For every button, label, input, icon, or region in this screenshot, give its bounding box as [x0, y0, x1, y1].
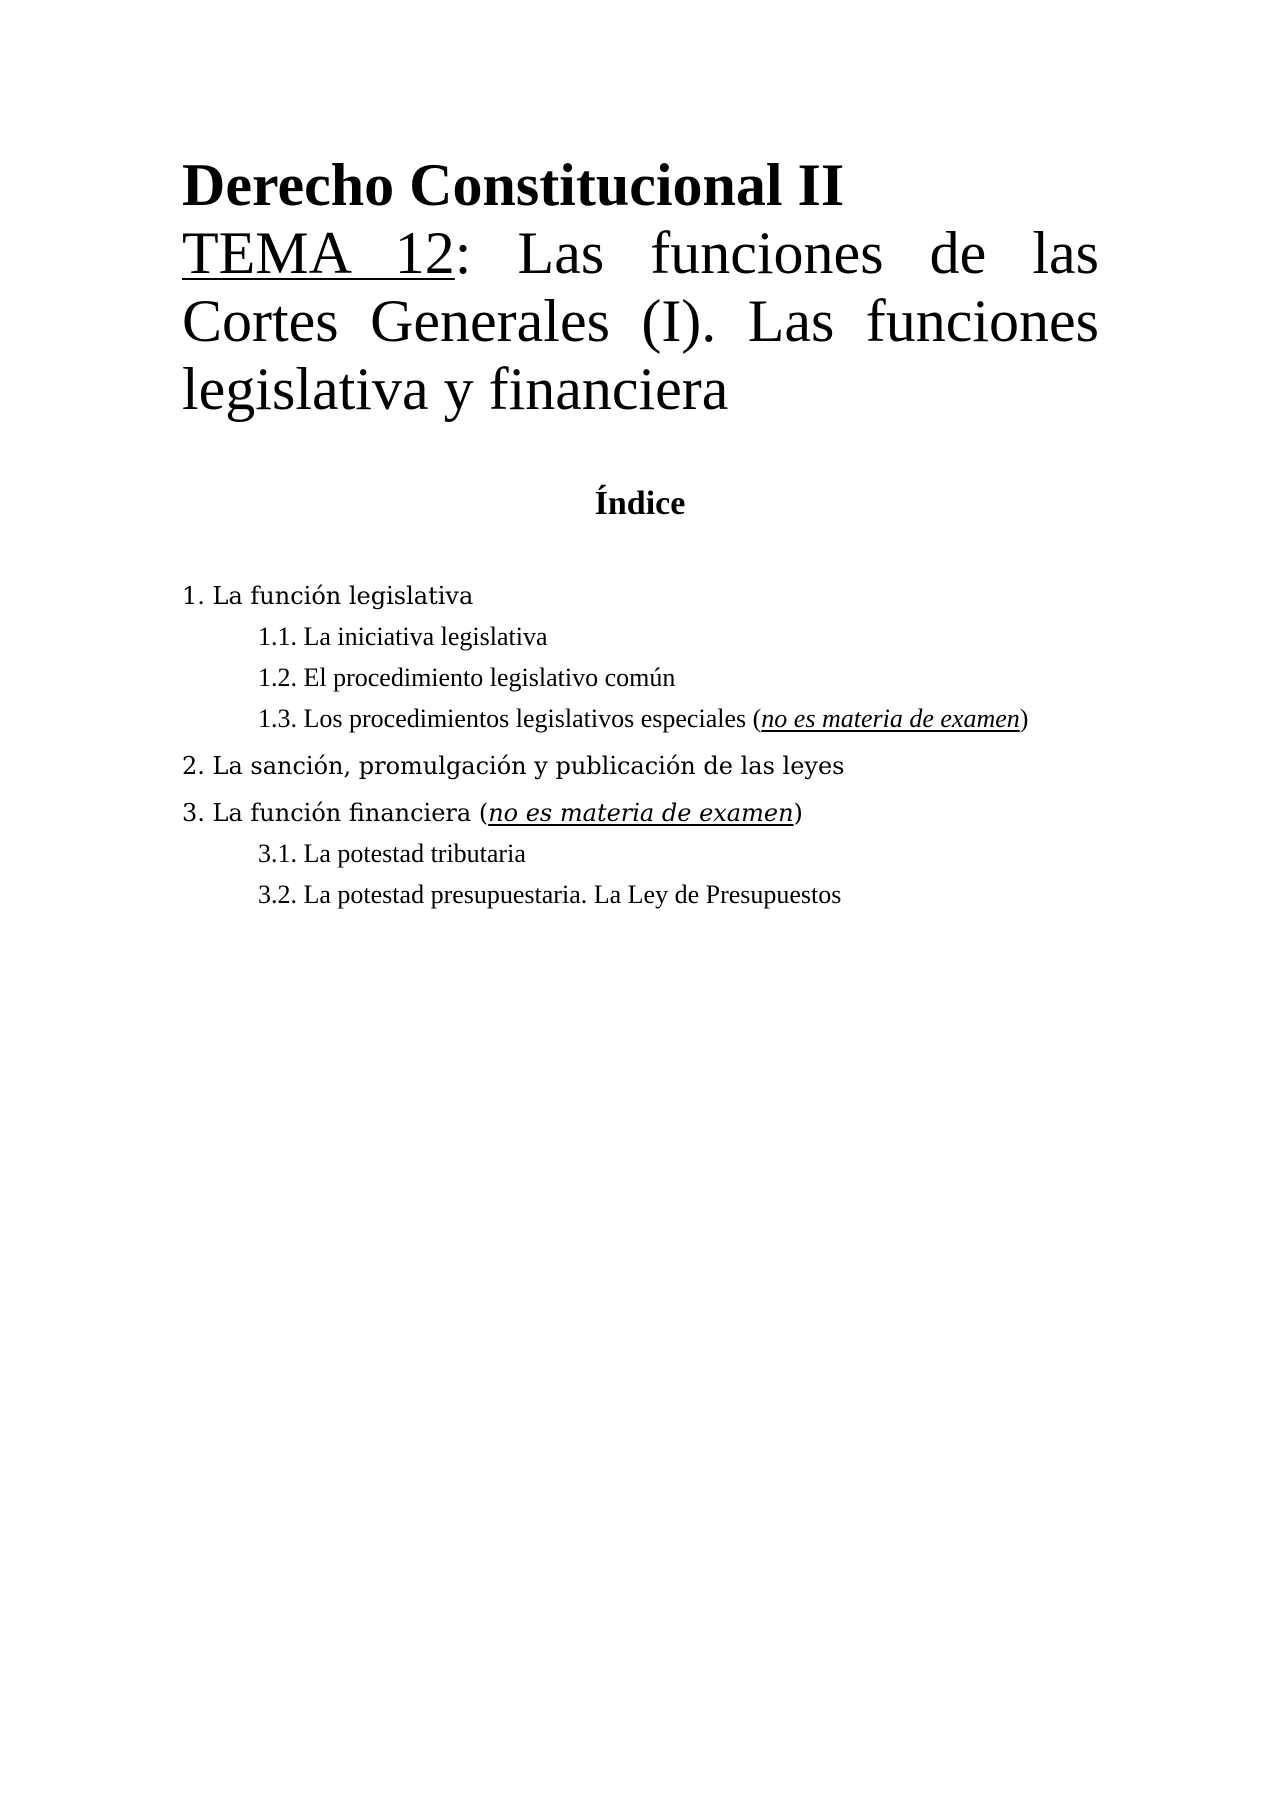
- toc-subsection-1-3: [182, 704, 1099, 734]
- toc-section-2: 2. La sanción, promulgación y publicación de las leyes: [182, 752, 845, 780]
- toc-section-text: 3. La función financiera (: [182, 799, 489, 827]
- index-heading: Índice: [594, 485, 686, 522]
- toc-subsection-3-2: 3.2. La potestad presupuestaria. La Ley de Presupuestos: [258, 880, 842, 909]
- topic-title-line-1: [182, 219, 1099, 287]
- toc-subsection-1-1: 1.1. La iniciativa legislativa: [258, 622, 548, 651]
- topic-title-line-2: Cortes Generales (I). Las funciones: [182, 288, 1099, 354]
- toc-subsection-3-1: 3.1. La potestad tributaria: [258, 839, 526, 868]
- closing-parenthesis: ): [793, 799, 803, 827]
- table-of-contents: [182, 581, 1099, 910]
- toc-section-1: 1. La función legislativa: [182, 582, 474, 610]
- closing-parenthesis: ): [1019, 704, 1029, 733]
- toc-subsection-text: 1.3. Los procedimientos legislativos especiales (: [258, 704, 762, 733]
- toc-section-3: [182, 798, 1099, 828]
- topic-title-line-3: legislativa y financiera: [182, 356, 729, 422]
- toc-subsection-1-2: 1.2. El procedimiento legislativo común: [258, 663, 676, 692]
- exam-note: no es materia de examen: [488, 799, 794, 827]
- exam-note: no es materia de examen: [761, 704, 1020, 733]
- course-title: Derecho Constitucional II: [182, 152, 845, 218]
- topic-title-text: : Las funciones de las: [454, 220, 1100, 286]
- topic-label: TEMA 12: [182, 220, 455, 286]
